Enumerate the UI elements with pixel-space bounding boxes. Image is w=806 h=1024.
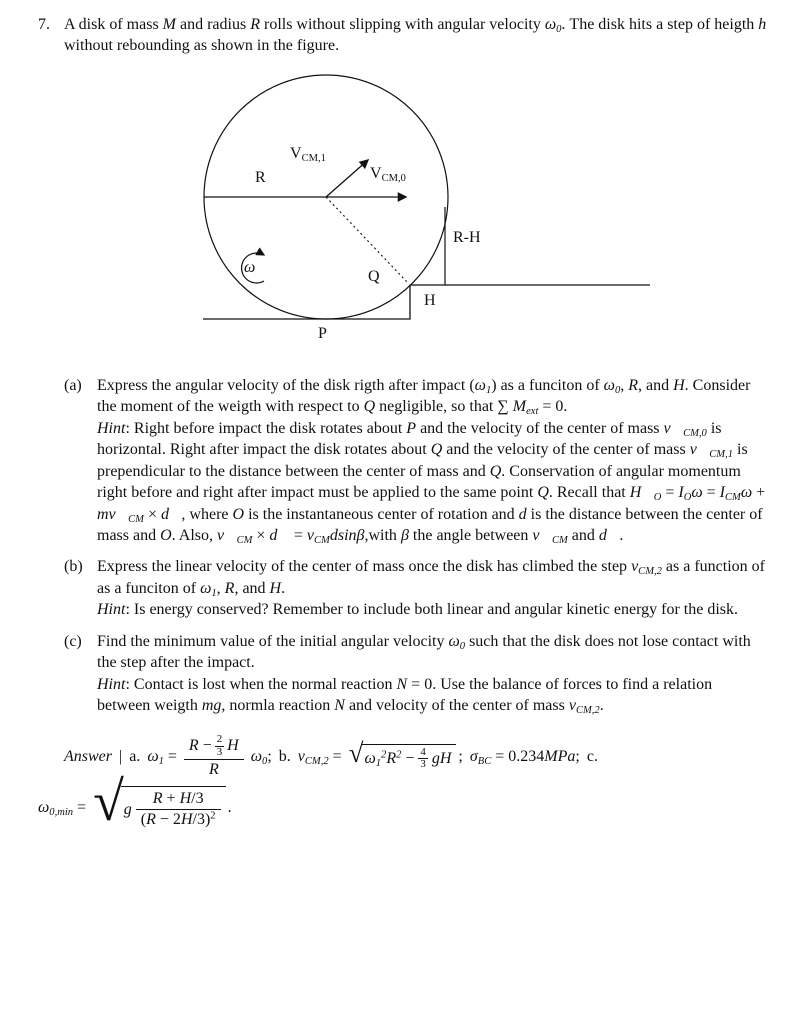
part-c-label: (c) (64, 632, 82, 650)
mini-fraction-four-thirds (418, 747, 427, 771)
part-b (64, 556, 768, 620)
omega-label: ω (244, 258, 256, 276)
radical-text-pre: $\omega_1^2R^2$ − (364, 749, 415, 769)
part-c-hint: Hint: Contact is lost when the normal reaction N = 0. Use the balance of forces to find a relation between weigth mg, normla reaction N and velocity of the center of mass $v_{CM,2}$. (97, 675, 713, 716)
radius-label: R (255, 168, 266, 186)
mini-fraction-denominator: 3 (420, 758, 426, 771)
part-a-label: (a) (64, 376, 82, 394)
answer-period: . (227, 798, 232, 816)
problem-statement (38, 14, 768, 57)
radical-content (121, 786, 226, 830)
answer-a-lhs: $\omega_1$ = (147, 748, 177, 768)
answer-c-label: c. (586, 748, 598, 766)
problem-number: 7. (38, 16, 50, 33)
answer-sigma: $\sigma_{BC} = 0.234MPa$; (469, 748, 580, 768)
mini-fraction-numerator: 2 (216, 733, 223, 746)
fraction-denominator: R (184, 759, 244, 779)
answer-word: Answer (64, 748, 112, 766)
radical-sign: √ (348, 737, 364, 768)
part-a (64, 375, 768, 547)
mini-fraction-numerator: 4 (420, 745, 426, 758)
numerator-text-pre: R − (188, 737, 212, 755)
answer-a-fraction (184, 734, 244, 779)
question-parts (64, 375, 768, 717)
part-a-hint: Hint: Right before impact the disk rotates about P and the velocity of the center of mass $v⃗_{CM,0}$ is horizontal. Right after impact the disk rotates about Q and the velocity of the center of mass $v⃗_{CM,1}$ is prependicular to the distance between the center of mass and Q. Conservation of angular momentum right before and right after impact must be applied to the same point Q. Recall that $H⃗_O = I_O\omega = I_{CM}\omega$ + $mv⃗_{CM}$ × d⃗, where O is the instantaneous center of rotation and d is the distance between the center of mass and O. Also, $v⃗_{CM}$ × d⃗ = $v_{CM}dsin\beta,with$ β the angle between $v⃗_{CM}$ and d⃗. (97, 419, 766, 546)
figure-drawing (198, 69, 718, 359)
answer-divider: | (119, 748, 123, 766)
part-c-text: Find the minimum value of the initial angular velocity $\omega_0$ such that the disk does not lose contact with the step after the impact. (97, 632, 751, 672)
part-b-text: Express the linear velocity of the center of mass once the disk has climbed the step $v_{CM,2}$ as a function of as a funciton of $\omega_1$, R, and H. (97, 558, 765, 599)
disk-step-figure (198, 69, 718, 359)
radical-sign: √ (93, 770, 124, 833)
answer-b-radical (348, 737, 457, 771)
radical-text-post: gH (431, 749, 452, 767)
answer-line-1 (64, 734, 768, 779)
part-b-label: (b) (64, 558, 83, 576)
answer-b-label: b. (278, 748, 291, 766)
radical-g-factor: g (123, 800, 132, 818)
mini-fraction-two-thirds (215, 734, 224, 758)
answer-c-lhs: $\omega_{0,min}$ = (38, 798, 87, 818)
answer-c-radical (93, 770, 226, 833)
radical-content (361, 744, 456, 771)
r-minus-h-label: R-H (453, 228, 481, 246)
answer-b-lhs: $v_{CM,2}$ = (297, 748, 342, 768)
part-c (64, 631, 768, 717)
h-label: H (424, 291, 436, 309)
q-point-label: Q (368, 267, 380, 285)
problem-text: A disk of mass M and radius R rolls without slipping with angular velocity $\omega_0$. The disk hits a step of heigth h without rebounding as shown in the figure. (64, 16, 767, 55)
vcm1-label: $V_{CM,1}$ (290, 144, 326, 164)
numerator-text: R + H/3 (152, 789, 204, 807)
fraction-denominator: $(R - 2H/3)^2$ (136, 809, 221, 829)
answer-b-tail: ; (458, 748, 463, 766)
p-point-label: P (318, 324, 327, 342)
vcm1-arrow (326, 160, 368, 197)
part-b-hint: Hint: Is energy conserved? Remember to include both linear and angular kinetic energy for the disk. (97, 601, 738, 619)
fraction-numerator (148, 790, 209, 809)
mini-fraction-denominator: 3 (216, 745, 223, 758)
vcm0-label: $V_{CM,0}$ (370, 164, 406, 184)
answer-section (38, 733, 768, 833)
answer-a-label: a. (129, 748, 141, 766)
answer-a-tail: $\omega_0$; (250, 748, 272, 768)
answer-line-2 (38, 770, 768, 833)
answer-c-fraction (136, 790, 221, 830)
fraction-numerator (184, 734, 244, 759)
center-to-q-dotted-line (326, 197, 408, 283)
numerator-text-post: H (227, 737, 239, 755)
part-a-text: Express the angular velocity of the disk rigth after impact $(\omega_1)$ as a funciton of $\omega_0$, R, and H. Consider the moment of the weigth with respect to Q negligible, so that ∑ $M_{ext} = 0$. (97, 376, 751, 418)
